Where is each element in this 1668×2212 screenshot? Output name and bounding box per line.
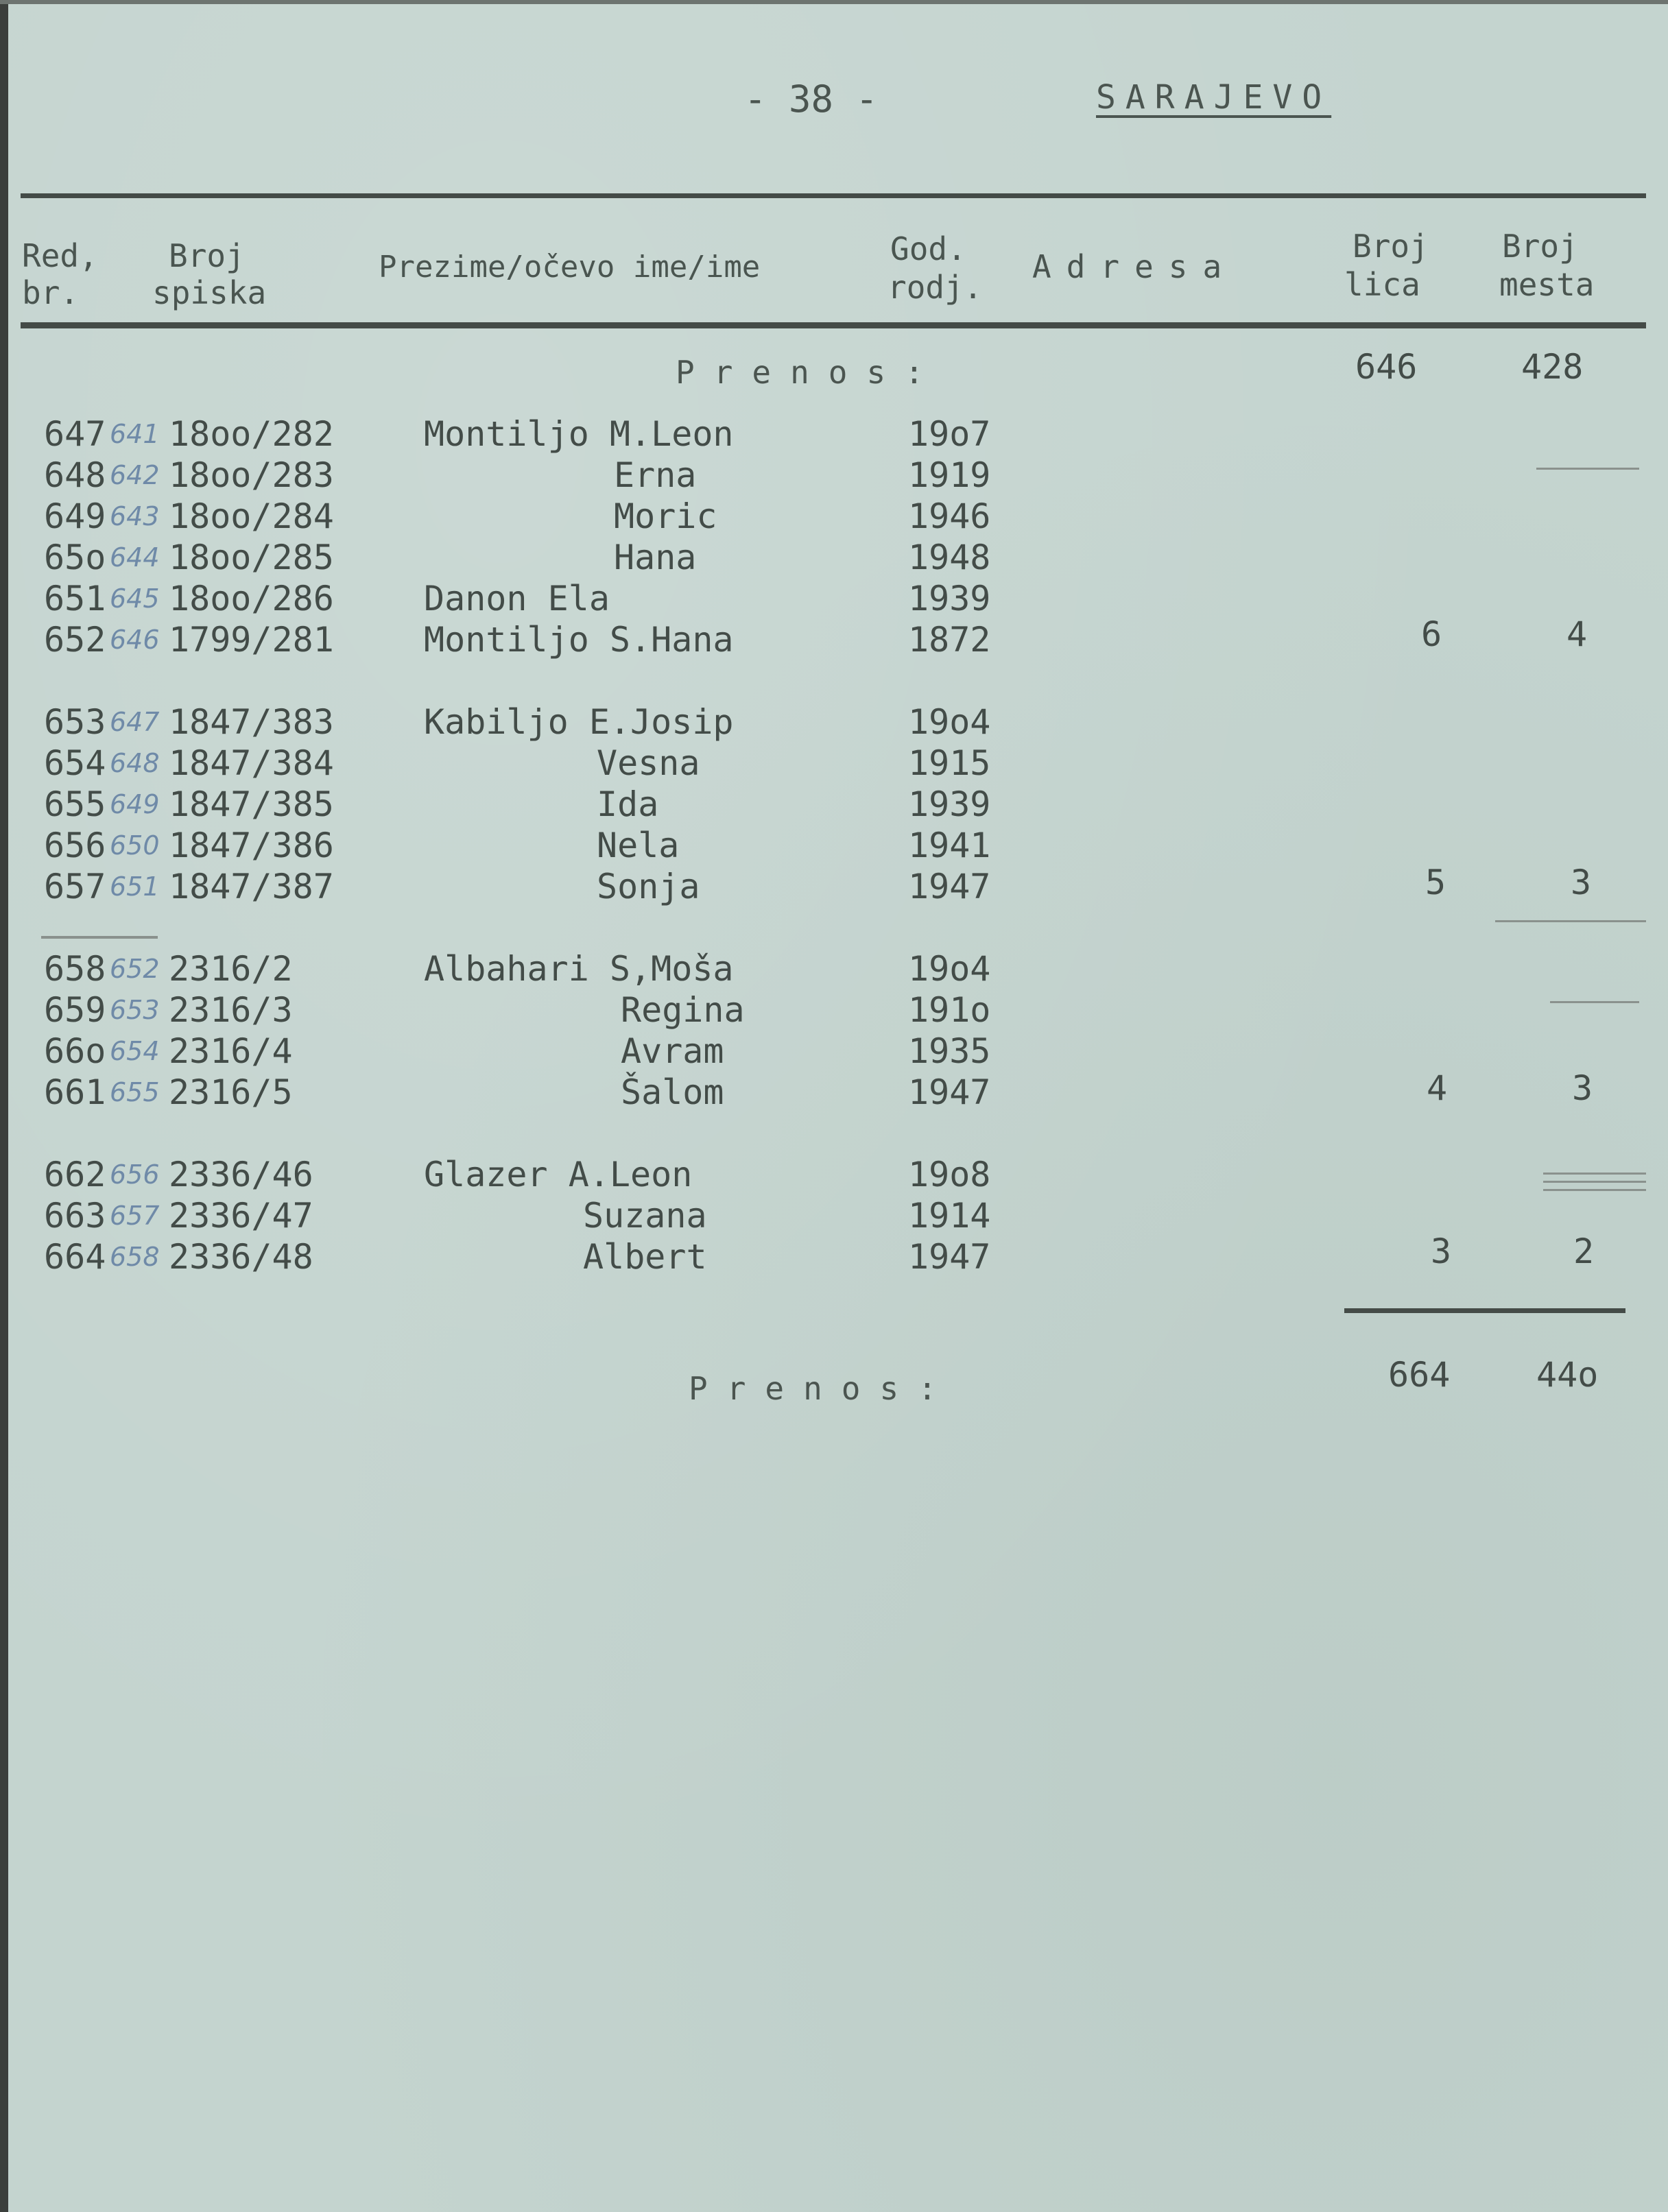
header-mesta-line2: mesta [1499,266,1595,303]
row-list-number: 1847/383 [169,702,334,742]
row-first-name: Ida [597,784,659,824]
row-birth-year: 1919 [908,455,991,495]
row-first-name: Erna [614,455,697,495]
row-handwritten-number: 653 [110,995,160,1025]
row-red-number: 654 [44,743,106,783]
header-mesta-line1: Broj [1502,228,1578,265]
sum-rule [1344,1308,1625,1313]
row-first-name: Šalom [621,1072,724,1112]
mark-rule-1 [1536,468,1639,470]
header-spisak-line1: Broj [169,237,245,274]
row-list-number: 2336/48 [169,1237,313,1277]
row-red-number: 649 [44,496,106,536]
row-handwritten-number: 643 [110,501,160,531]
row-full-name: Glazer A.Leon [424,1155,693,1194]
row-first-name: Sonja [597,867,700,906]
row-birth-year: 1939 [908,579,991,618]
row-full-name: Danon Ela [424,579,610,618]
row-handwritten-number: 652 [110,954,160,984]
row-handwritten-number: 646 [110,625,160,655]
row-birth-year: 1939 [908,784,991,824]
row-list-number: 18oo/285 [169,538,334,577]
row-birth-year: 1941 [908,826,991,865]
row-birth-year: 1915 [908,743,991,783]
city-title: SARAJEVO [1096,78,1332,117]
header-spisak-line2: spiska [152,274,267,311]
row-full-name: Albahari S,Moša [424,949,734,989]
row-list-number: 1847/387 [169,867,334,906]
row-first-name: Hana [614,538,697,577]
mark-rule-6 [1543,1181,1646,1183]
header-god-line1: God. [890,230,966,267]
row-birth-year: 19o4 [908,949,991,989]
row-first-name: Vesna [597,743,700,783]
row-birth-year: 19o8 [908,1155,991,1194]
row-list-number: 2336/47 [169,1196,313,1236]
row-red-number: 656 [44,826,106,865]
row-red-number: 651 [44,579,106,618]
row-birth-year: 1872 [908,620,991,660]
page-number: - 38 - [744,77,879,121]
group3-mesta: 3 [1572,1068,1593,1108]
row-red-number: 65o [44,538,106,577]
row-red-number: 661 [44,1072,106,1112]
mark-rule-2 [41,936,158,939]
group1-lica: 6 [1421,614,1442,654]
carry-in-lica: 646 [1355,347,1418,387]
row-first-name: Moric [614,496,717,536]
row-birth-year: 1947 [908,1237,991,1277]
scan-edge-left [0,0,8,2212]
carry-in-label: Prenos: [676,354,943,391]
row-handwritten-number: 656 [110,1159,160,1190]
row-handwritten-number: 657 [110,1201,160,1231]
row-birth-year: 19o4 [908,702,991,742]
row-list-number: 18oo/282 [169,414,334,454]
carry-out-lica: 664 [1388,1355,1451,1395]
row-red-number: 659 [44,990,106,1030]
row-list-number: 2316/3 [169,990,293,1030]
header-god-line2: rodj. [887,269,983,306]
row-list-number: 1799/281 [169,620,334,660]
row-list-number: 1847/386 [169,826,334,865]
row-birth-year: 19o7 [908,414,991,454]
row-red-number: 653 [44,702,106,742]
mark-rule-5 [1543,1173,1646,1175]
row-handwritten-number: 650 [110,830,160,861]
row-first-name: Regina [621,990,745,1030]
mark-rule-7 [1543,1189,1646,1191]
row-red-number: 658 [44,949,106,989]
row-list-number: 18oo/284 [169,496,334,536]
row-list-number: 2316/2 [169,949,293,989]
header-name: Prezime/očevo ime/ime [379,250,761,285]
row-handwritten-number: 645 [110,584,160,614]
header-lica-line1: Broj [1353,228,1429,265]
row-birth-year: 191o [908,990,991,1030]
group2-lica: 5 [1425,863,1446,902]
row-red-number: 662 [44,1155,106,1194]
carry-in-mesta: 428 [1521,347,1584,387]
row-birth-year: 1947 [908,1072,991,1112]
row-list-number: 1847/384 [169,743,334,783]
carry-out-mesta: 44o [1536,1355,1599,1395]
scan-edge-top [0,0,1668,4]
group2-mesta: 3 [1571,863,1592,902]
header-adresa: Adresa [1032,248,1237,285]
row-red-number: 648 [44,455,106,495]
row-red-number: 66o [44,1031,106,1071]
row-handwritten-number: 649 [110,789,160,819]
row-handwritten-number: 651 [110,871,160,902]
header-red-line2: br. [22,274,80,311]
row-list-number: 18oo/283 [169,455,334,495]
row-full-name: Kabiljo E.Josip [424,702,734,742]
carry-out-label: Prenos: [689,1370,956,1407]
row-first-name: Suzana [583,1196,707,1236]
group1-mesta: 4 [1566,614,1588,654]
header-red-line1: Red, [22,237,98,274]
row-birth-year: 1914 [908,1196,991,1236]
row-red-number: 664 [44,1237,106,1277]
row-birth-year: 1947 [908,867,991,906]
mark-rule-3 [1495,920,1646,922]
row-birth-year: 1935 [908,1031,991,1071]
header-top-rule [21,193,1646,198]
row-birth-year: 1946 [908,496,991,536]
row-red-number: 663 [44,1196,106,1236]
row-handwritten-number: 655 [110,1077,160,1107]
row-red-number: 655 [44,784,106,824]
row-red-number: 657 [44,867,106,906]
row-first-name: Nela [597,826,680,865]
mark-rule-4 [1550,1001,1639,1003]
row-handwritten-number: 654 [110,1036,160,1066]
row-first-name: Albert [583,1237,707,1277]
row-list-number: 18oo/286 [169,579,334,618]
row-handwritten-number: 658 [110,1242,160,1272]
row-handwritten-number: 642 [110,460,160,490]
row-list-number: 1847/385 [169,784,334,824]
row-list-number: 2316/5 [169,1072,293,1112]
row-handwritten-number: 644 [110,542,160,573]
group3-lica: 4 [1427,1068,1448,1108]
row-list-number: 2336/46 [169,1155,313,1194]
group4-lica: 3 [1431,1231,1452,1271]
row-handwritten-number: 641 [110,419,160,449]
group4-mesta: 2 [1573,1231,1595,1271]
row-full-name: Montiljo M.Leon [424,414,734,454]
row-red-number: 652 [44,620,106,660]
row-handwritten-number: 647 [110,707,160,737]
header-lica-line2: lica [1344,266,1420,303]
row-handwritten-number: 648 [110,748,160,778]
row-red-number: 647 [44,414,106,454]
row-birth-year: 1948 [908,538,991,577]
row-full-name: Montiljo S.Hana [424,620,734,660]
row-first-name: Avram [621,1031,724,1071]
row-list-number: 2316/4 [169,1031,293,1071]
header-bottom-rule [21,322,1646,328]
